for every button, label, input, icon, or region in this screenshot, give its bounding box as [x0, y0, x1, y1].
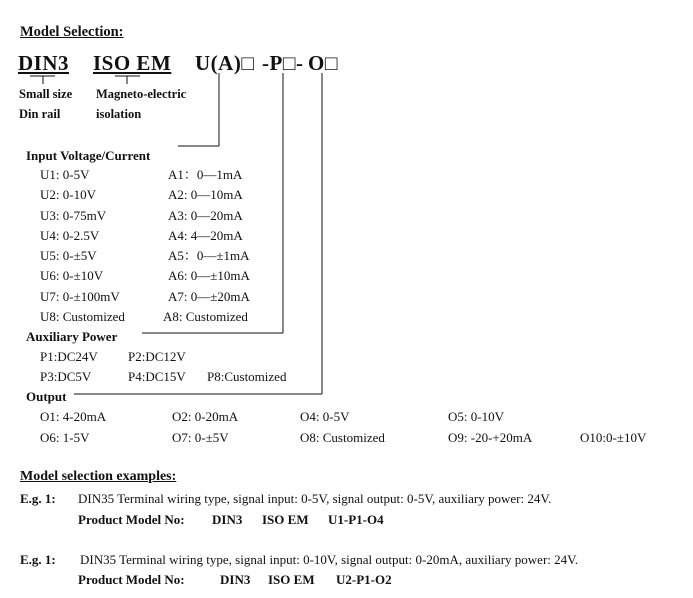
product-model-label: Product Model No:	[78, 512, 185, 527]
current-item: A5：0—±1mA	[168, 248, 250, 263]
current-item: A1：0—1mA	[168, 167, 243, 182]
aux-heading: Auxiliary Power	[26, 329, 118, 344]
voltage-item: U1: 0-5V	[40, 167, 90, 182]
aux-item: P3:DC5V	[40, 369, 92, 384]
product-model-value: U2-P1-O2	[336, 572, 392, 587]
input-heading: Input Voltage/Current	[26, 148, 151, 163]
product-model-value: ISO EM	[268, 572, 315, 587]
iso-desc-line2: isolation	[96, 107, 142, 121]
voltage-item: U3: 0-75mV	[40, 208, 107, 223]
example-desc: DIN35 Terminal wiring type, signal input: 0-5V, signal output: 0-5V, auxiliary power: 24V.	[78, 491, 552, 506]
output-item: O2: 0-20mA	[172, 409, 239, 424]
voltage-item: U6: 0-±10V	[40, 268, 104, 283]
aux-item: P4:DC15V	[128, 369, 186, 384]
output-item: O9: -20-+20mA	[448, 430, 533, 445]
current-item: A7: 0—±20mA	[168, 289, 250, 304]
aux-item: P2:DC12V	[128, 349, 186, 364]
example-label: E.g. 1:	[20, 491, 56, 506]
current-item: A4: 4—20mA	[168, 228, 243, 243]
voltage-item: U2: 0-10V	[40, 187, 96, 202]
voltage-item: U8: Customized	[40, 309, 125, 324]
current-item: A2: 0—10mA	[168, 187, 243, 202]
model-code-din: DIN3	[18, 51, 70, 75]
examples-heading: Model selection examples:	[20, 469, 177, 484]
product-model-value: DIN3	[212, 512, 243, 527]
current-item: A6: 0—±10mA	[168, 268, 250, 283]
output-item: O8: Customized	[300, 430, 385, 445]
current-item: A8: Customized	[163, 309, 248, 324]
aux-item: P8:Customized	[207, 369, 287, 384]
voltage-item: U4: 0-2.5V	[40, 228, 100, 243]
current-item: A3: 0—20mA	[168, 208, 243, 223]
output-item: O4: 0-5V	[300, 409, 350, 424]
example-desc: DIN35 Terminal wiring type, signal input: 0-10V, signal output: 0-20mA, auxiliary power: 24V.	[80, 552, 579, 567]
iso-desc-line1: Magneto-electric	[96, 87, 187, 101]
din-desc-line1: Small size	[19, 87, 73, 101]
product-model-value: U1-P1-O4	[328, 512, 384, 527]
output-item: O10:0-±10V	[580, 430, 647, 445]
model-code-p: -P□-	[262, 51, 304, 75]
output-heading: Output	[26, 389, 67, 404]
output-item: O6: 1-5V	[40, 430, 90, 445]
voltage-item: U7: 0-±100mV	[40, 289, 120, 304]
product-model-label: Product Model No:	[78, 572, 185, 587]
output-item: O7: 0-±5V	[172, 430, 229, 445]
example-label: E.g. 1:	[20, 552, 56, 567]
output-item: O1: 4-20mA	[40, 409, 107, 424]
page-title: Model Selection:	[20, 24, 124, 40]
voltage-item: U5: 0-±5V	[40, 248, 97, 263]
product-model-value: ISO EM	[262, 512, 309, 527]
din-desc-line2: Din rail	[19, 107, 61, 121]
output-item: O5: 0-10V	[448, 409, 504, 424]
model-code-iso: ISO EM	[93, 51, 172, 75]
aux-item: P1:DC24V	[40, 349, 98, 364]
product-model-value: DIN3	[220, 572, 251, 587]
model-code-u: U(A)□	[195, 51, 255, 75]
model-code-o: O□	[308, 51, 339, 75]
